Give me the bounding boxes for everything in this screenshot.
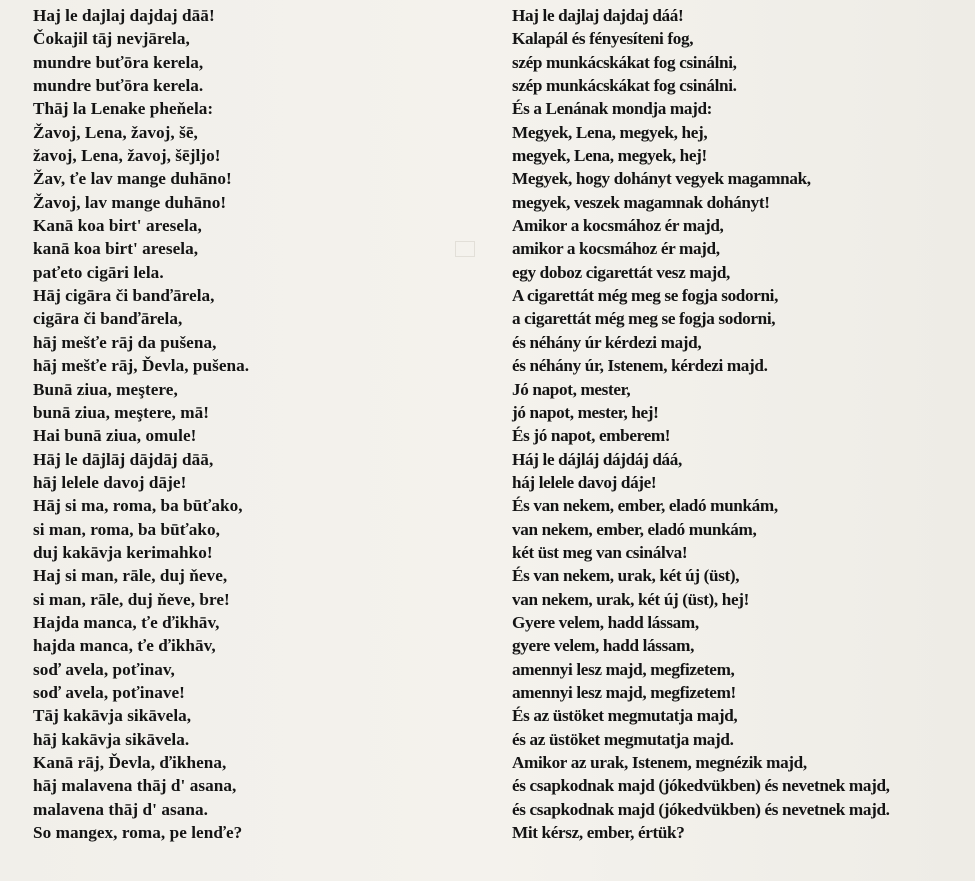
hungarian-line: És a Lenának mondja majd: bbox=[512, 99, 713, 119]
hungarian-line: Megyek, hogy dohányt vegyek magamnak, bbox=[512, 169, 811, 189]
hungarian-line: És jó napot, emberem! bbox=[512, 426, 671, 446]
hungarian-line: És van nekem, ember, eladó munkám, bbox=[512, 496, 778, 516]
romani-line: soď avela, poťinav, bbox=[33, 659, 175, 679]
hungarian-line: két üst meg van csinálva! bbox=[512, 542, 688, 562]
hungarian-line: A cigarettát még meg se fogja sodorni, bbox=[512, 286, 779, 306]
romani-line: cigāra či banďārela, bbox=[33, 309, 183, 329]
hungarian-line: Haj le dajlaj dajdaj dáá! bbox=[512, 6, 684, 25]
hungarian-line: Amikor az urak, Istenem, megnézik majd, bbox=[512, 753, 807, 772]
romani-line: So mangex, roma, pe lenďe? bbox=[33, 823, 243, 843]
hungarian-line: és csapkodnak majd (jókedvükben) és nevetnek majd, bbox=[512, 776, 890, 796]
romani-line: Hāj le dājlāj dājdāj dāā, bbox=[33, 449, 214, 469]
hungarian-line: Megyek, Lena, megyek, hej, bbox=[512, 122, 708, 142]
romani-line: hāj mešťe rāj da pušena, bbox=[33, 332, 217, 352]
hungarian-line: van nekem, ember, eladó munkám, bbox=[512, 519, 757, 539]
hungarian-line: gyere velem, hadd lássam, bbox=[512, 636, 695, 656]
romani-line: žavoj, Lena, žavoj, šējljo! bbox=[33, 146, 221, 166]
romani-line: mundre buťōra kerela, bbox=[33, 52, 204, 72]
hungarian-line: amennyi lesz majd, megfizetem, bbox=[512, 659, 735, 679]
romani-text-column bbox=[33, 4, 503, 844]
hungarian-line: és néhány úr, Istenem, kérdezi majd. bbox=[512, 356, 768, 376]
romani-line: Kanā koa birt' aresela, bbox=[33, 216, 202, 236]
hungarian-line: jó napot, mester, hej! bbox=[512, 402, 659, 422]
hungarian-line: egy doboz cigarettát vesz majd, bbox=[512, 262, 730, 282]
hungarian-line: Kalapál és fényesíteni fog, bbox=[512, 29, 694, 49]
hungarian-line: Gyere velem, hadd lássam, bbox=[512, 612, 699, 632]
romani-line: mundre buťōra kerela. bbox=[33, 76, 204, 96]
hungarian-line: Amikor a kocsmához ér majd, bbox=[512, 216, 724, 236]
hungarian-line: És az üstöket megmutatja majd, bbox=[512, 706, 738, 726]
hungarian-line: amikor a kocsmához ér majd, bbox=[512, 239, 720, 259]
romani-line: Bunā ziua, meştere, bbox=[33, 379, 178, 399]
hungarian-line: megyek, veszek magamnak dohányt! bbox=[512, 192, 770, 212]
hungarian-line: van nekem, urak, két új (üst), hej! bbox=[512, 589, 749, 609]
hungarian-line: Mit kérsz, ember, értük? bbox=[512, 823, 685, 843]
romani-line: Žavoj, Lena, žavoj, šē, bbox=[33, 122, 198, 142]
romani-line: Hajda manca, ťe ďikhāv, bbox=[33, 612, 220, 632]
hungarian-line: Háj le dájláj dájdáj dáá, bbox=[512, 449, 682, 469]
hungarian-line: szép munkácskákat fog csinálni, bbox=[512, 52, 737, 72]
romani-line: Hāj si ma, roma, ba būťako, bbox=[33, 496, 243, 516]
romani-line: si man, roma, ba būťako, bbox=[33, 519, 221, 539]
hungarian-line: és néhány úr kérdezi majd, bbox=[512, 332, 702, 352]
romani-line: malavena thāj d' asana. bbox=[33, 799, 208, 819]
romani-line: hāj mešťe rāj, Ďevla, pušena. bbox=[33, 356, 250, 376]
hungarian-line: amennyi lesz majd, megfizetem! bbox=[512, 682, 736, 702]
romani-line: Žav, ťe lav mange duhāno! bbox=[33, 169, 232, 189]
hungarian-line: a cigarettát még meg se fogja sodorni, bbox=[512, 309, 776, 329]
romani-line: hāj lelele davoj dāje! bbox=[33, 472, 187, 492]
romani-line: kanā koa birt' aresela, bbox=[33, 239, 199, 259]
romani-line: duj kakāvja kerimahko! bbox=[33, 542, 213, 562]
romani-line: hāj kakāvja sikāvela. bbox=[33, 729, 190, 749]
romani-line: bunā ziua, meştere, mā! bbox=[33, 402, 210, 422]
romani-line: Hāj cigāra či banďārela, bbox=[33, 286, 215, 306]
romani-line: hajda manca, ťe ďikhāv, bbox=[33, 636, 216, 656]
romani-line: Haj le dajlaj dajdaj dāā! bbox=[33, 6, 215, 25]
romani-line: Čokajil tāj nevjārela, bbox=[33, 29, 190, 49]
romani-line: Haj si man, rāle, duj ňeve, bbox=[33, 566, 228, 586]
hungarian-line: Jó napot, mester, bbox=[512, 379, 631, 399]
romani-line: Tāj kakāvja sikāvela, bbox=[33, 706, 192, 726]
hungarian-line: háj lelele davoj dáje! bbox=[512, 472, 657, 492]
hungarian-line: és az üstöket megmutatja majd. bbox=[512, 729, 734, 749]
hungarian-line: szép munkácskákat fog csinálni. bbox=[512, 76, 737, 96]
romani-line: hāj malavena thāj d' asana, bbox=[33, 776, 237, 796]
romani-line: Kanā rāj, Ďevla, ďikhena, bbox=[33, 753, 227, 772]
romani-line: Hai bunā ziua, omule! bbox=[33, 426, 197, 446]
hungarian-line: És van nekem, urak, két új (üst), bbox=[512, 566, 740, 586]
romani-line: soď avela, poťinave! bbox=[33, 682, 185, 702]
hungarian-line: megyek, Lena, megyek, hej! bbox=[512, 146, 707, 166]
romani-line: paťeto cigāri lela. bbox=[33, 262, 164, 282]
romani-line: Thāj la Lenake pheňela: bbox=[33, 99, 214, 119]
hungarian-line: és csapkodnak majd (jókedvükben) és nevetnek majd. bbox=[512, 799, 890, 819]
romani-line: Žavoj, lav mange duhāno! bbox=[33, 192, 227, 212]
romani-line: si man, rāle, duj ňeve, bre! bbox=[33, 589, 230, 609]
hungarian-translation-column bbox=[512, 4, 972, 844]
